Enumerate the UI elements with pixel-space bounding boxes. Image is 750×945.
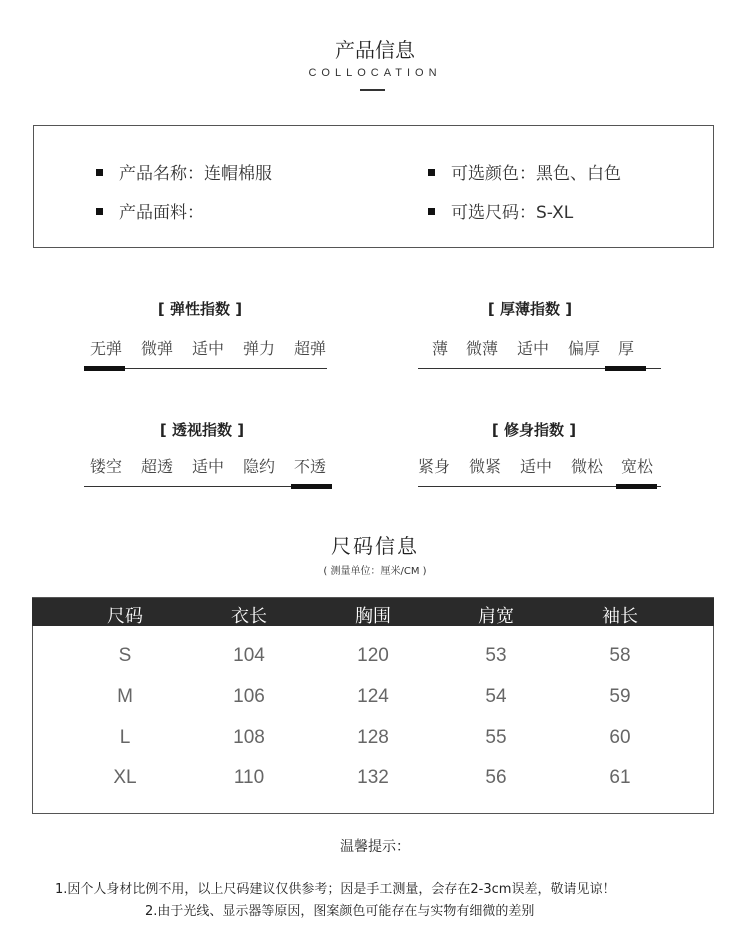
table-cell: S — [118, 645, 132, 666]
fit-option: 微紧 — [468, 457, 501, 476]
table-cell: 132 — [357, 767, 389, 788]
elasticity-option: 超弹 — [293, 339, 326, 358]
table-cell: M — [117, 686, 133, 707]
size-unit-note: ( 测量单位：厘米/CM ) — [323, 566, 427, 577]
table-cell: 128 — [357, 727, 389, 748]
table-cell: 61 — [609, 767, 631, 788]
transparency-option: 超透 — [140, 457, 173, 476]
table-cell: 53 — [485, 645, 507, 666]
table-header-cell: 尺码 — [107, 606, 143, 627]
fit-option: 宽松 — [620, 457, 653, 476]
product-info-box — [33, 125, 714, 248]
thickness-option: 微薄 — [465, 339, 498, 358]
elasticity-option: 微弹 — [140, 339, 173, 358]
thickness-index-title: [ 厚薄指数 ] — [487, 300, 573, 318]
product-fabric-item — [96, 198, 204, 223]
title-divider — [360, 89, 385, 91]
thickness-option: 偏厚 — [567, 339, 600, 358]
page-title: 产品信息 — [335, 38, 415, 62]
fit-selected-marker — [616, 484, 657, 489]
table-cell: 55 — [485, 727, 507, 748]
table-cell: 106 — [233, 686, 265, 707]
transparency-option: 适中 — [191, 457, 224, 476]
elasticity-index-title: [ 弹性指数 ] — [157, 300, 243, 318]
product-name-text: 产品名称：连帽棉服 — [119, 164, 272, 184]
fit-option: 紧身 — [417, 457, 450, 476]
thickness-option: 薄 — [431, 339, 448, 358]
table-cell: 120 — [357, 645, 389, 666]
elasticity-selected-marker — [84, 366, 125, 371]
table-header-cell: 胸围 — [355, 606, 391, 627]
table-cell: 58 — [609, 645, 631, 666]
bullet-icon — [96, 208, 103, 215]
product-name-item — [96, 159, 272, 184]
transparency-option: 不透 — [293, 457, 326, 476]
product-fabric-text: 产品面料： — [119, 203, 204, 223]
thickness-option: 厚 — [617, 339, 634, 358]
product-sizes-item — [428, 198, 573, 223]
thickness-option: 适中 — [516, 339, 549, 358]
size-info-title: 尺码信息 — [331, 534, 419, 558]
fit-option: 微松 — [570, 457, 603, 476]
table-cell: 56 — [485, 767, 507, 788]
table-cell: XL — [113, 767, 137, 788]
bullet-icon — [428, 169, 435, 176]
table-cell: 124 — [357, 686, 389, 707]
table-cell: 108 — [233, 727, 265, 748]
thickness-selected-marker — [605, 366, 646, 371]
table-cell: 60 — [609, 727, 631, 748]
transparency-option: 隐约 — [242, 457, 275, 476]
bullet-icon — [428, 208, 435, 215]
table-cell: 104 — [233, 645, 265, 666]
table-cell: 54 — [485, 686, 507, 707]
table-header-cell: 衣长 — [231, 606, 267, 627]
transparency-index-title: [ 透视指数 ] — [159, 421, 245, 439]
elasticity-option: 弹力 — [242, 339, 275, 358]
table-cell: L — [119, 727, 131, 748]
product-sizes-text: 可选尺码：S-XL — [451, 203, 574, 223]
tip-line-2: 2.由于光线、显示器等原因，图案颜色可能存在与实物有细微的差别 — [145, 904, 535, 919]
product-colors-text: 可选颜色：黑色、白色 — [451, 164, 621, 184]
transparency-option: 镂空 — [89, 457, 122, 476]
page-subtitle: COLLOCATION — [308, 67, 442, 79]
tip-line-1: 1.因个人身材比例不用，以上尺码建议仅供参考；因是手工测量，会存在2-3cm误差，敬请见谅！ — [55, 882, 616, 897]
table-header-cell: 肩宽 — [478, 606, 514, 627]
fit-option: 适中 — [519, 457, 552, 476]
table-cell: 59 — [609, 686, 631, 707]
product-colors-item — [428, 159, 621, 184]
tips-title: 温馨提示： — [340, 839, 410, 855]
table-cell: 110 — [233, 767, 265, 788]
table-header-cell: 袖长 — [602, 606, 638, 627]
transparency-selected-marker — [291, 484, 332, 489]
bullet-icon — [96, 169, 103, 176]
elasticity-option: 无弹 — [89, 339, 122, 358]
fit-index-title: [ 修身指数 ] — [491, 421, 577, 439]
elasticity-option: 适中 — [191, 339, 224, 358]
